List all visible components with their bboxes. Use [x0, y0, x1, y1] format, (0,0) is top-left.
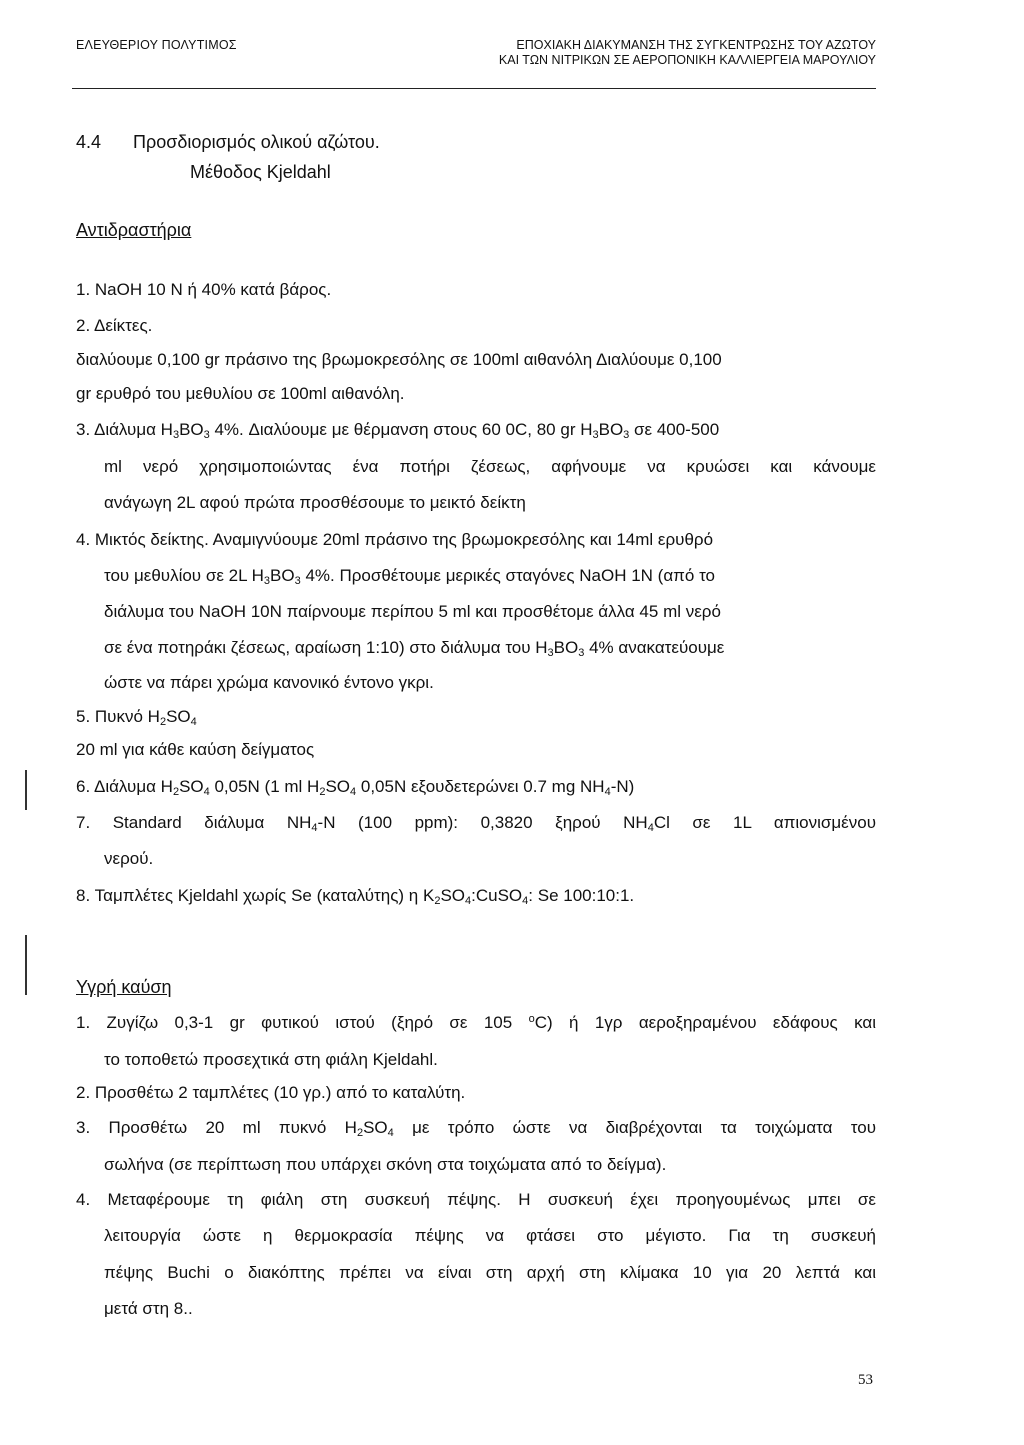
- step-4-line2: λειτουργία ώστε η θερμοκρασία πέψης να φτάσει στο μέγιστο. Για τη συσκευή: [104, 1226, 876, 1245]
- step-3-line2: σωλήνα (σε περίπτωση που υπάρχει σκόνη στα τοιχώματα από το δείγμα).: [104, 1155, 667, 1174]
- reagent-2: 2. Δείκτες.: [76, 316, 153, 335]
- step-1-line2: το τοποθετώ προσεχτικά στη φιάλη Kjeldahl.: [104, 1050, 438, 1069]
- step-4-line4: μετά στη 8..: [104, 1299, 193, 1318]
- header-title-line1: ΕΠΟΧΙΑΚΗ ΔΙΑΚΥΜΑΝΣΗ ΤΗΣ ΣΥΓΚΕΝΤΡΩΣΗΣ ΤΟΥ ΑΖΩΤΟΥ: [516, 38, 876, 52]
- reagent-3-line2: ml νερό χρησιμοποιώντας ένα ποτήρι ζέσεως, αφήνουμε να κρυώσει και κάνουμε: [104, 457, 876, 476]
- margin-bar: [25, 935, 27, 995]
- step-4: 4. Μεταφέρουμε τη φιάλη στη συσκευή πέψης. Η συσκευή έχει προηγουμένως μπει σε: [76, 1190, 876, 1209]
- header-title-line2: ΚΑΙ ΤΩΝ ΝΙΤΡΙΚΩΝ ΣΕ ΑΕΡΟΠΟΝΙΚΗ ΚΑΛΛΙΕΡΓΕΙΑ ΜΑΡΟΥΛΙΟΥ: [498, 53, 876, 67]
- section-title: Προσδιορισμός ολικού αζώτου.: [133, 132, 380, 152]
- reagent-6: 6. Διάλυμα $H_2SO_4$ 0,05N (1 ml $H_2SO_4$ 0,05N εξουδετερώνει 0.7 mg $NH_4-N$): [76, 777, 635, 798]
- header-author: ΕΛΕΥΘΕΡΙΟΥ ΠΟΛΥΤΙΜΟΣ: [76, 38, 237, 52]
- method-title: Μέθοδος Kjeldahl: [190, 162, 331, 182]
- reagent-4-line5: ώστε να πάρει χρώμα κανονικό έντονο γκρι.: [104, 673, 434, 692]
- header-title: [499, 38, 876, 68]
- step-1: 1. Ζυγίζω 0,3-1 gr φυτικού ιστού (ξηρό σε 105 $^o$C) ή 1γρ αεροξηραμένου εδάφους και: [76, 1013, 877, 1032]
- reagent-5-line2: 20 ml για κάθε καύση δείγματος: [76, 740, 315, 759]
- wet-digestion-heading: Υγρή καύση: [76, 977, 172, 997]
- reagent-4: 4. Μικτός δείκτης. Αναμιγνύουμε 20ml πράσινο της βρωμοκρεσόλης και 14ml ερυθρό: [76, 530, 714, 549]
- reagent-2-line1: διαλύουμε 0,100 gr πράσινο της βρωμοκρεσόλης σε 100ml αιθανόλη Διαλύουμε 0,100: [76, 350, 722, 369]
- header-rule: [72, 88, 876, 89]
- margin-bar: [25, 770, 27, 810]
- reagents-heading: Αντιδραστήρια: [76, 220, 192, 240]
- reagent-7-line2: νερού.: [104, 849, 154, 868]
- reagent-2-line2: gr ερυθρό του μεθυλίου σε 100ml αιθανόλη.: [76, 384, 405, 403]
- reagent-7: 7. Standard διάλυμα $NH_4-N$ (100 ppm): 0,3820 ξηρού $NH_4Cl$ σε 1L απιονισμένου: [76, 813, 877, 834]
- step-2: 2. Προσθέτω 2 ταμπλέτες (10 γρ.) από το καταλύτη.: [76, 1083, 466, 1102]
- page-number: 53: [858, 1372, 873, 1388]
- step-4-line3: πέψης Buchi ο διακόπτης πρέπει να είναι στη αρχή στη κλίμακα 10 για 20 λεπτά και: [104, 1263, 876, 1282]
- section-number: 4.4: [76, 132, 102, 152]
- reagent-5: 5. Πυκνό $H_2SO_4$: [76, 707, 197, 728]
- reagent-4-line2: του μεθυλίου σε 2L $H_3BO_3$ 4%. Προσθέτουμε μερικές σταγόνες NaOH 1N (από το: [104, 566, 716, 587]
- reagent-1: 1. NaOH 10 N ή 40% κατά βάρος.: [76, 280, 332, 299]
- reagent-4-line4: σε ένα ποτηράκι ζέσεως, αραίωση 1:10) στο διάλυμα του $H_3BO_3$ 4% ανακατεύουμε: [104, 638, 725, 659]
- reagent-4-line3: διάλυμα του NaOH 10N παίρνουμε περίπου 5 ml και προσθέτομε άλλα 45 ml νερό: [104, 602, 721, 621]
- reagent-3: 3. Διάλυμα $H_3BO_3$ 4%. Διαλύουμε με θέρμανση στους 60 0C, 80 gr $H_3BO_3$ σε 400-500: [76, 420, 720, 441]
- reagent-3-line3: ανάγωγη 2L αφού πρώτα προσθέσουμε το μεικτό δείκτη: [104, 493, 526, 512]
- reagent-8: 8. Ταμπλέτες Kjeldahl χωρίς Se (καταλύτης) η $K_2SO_4:CuSO_4$: Se 100:10:1.: [76, 886, 635, 907]
- step-3: 3. Προσθέτω 20 ml πυκνό $H_2SO_4$ με τρόπο ώστε να διαβρέχονται τα τοιχώματα του: [76, 1118, 876, 1139]
